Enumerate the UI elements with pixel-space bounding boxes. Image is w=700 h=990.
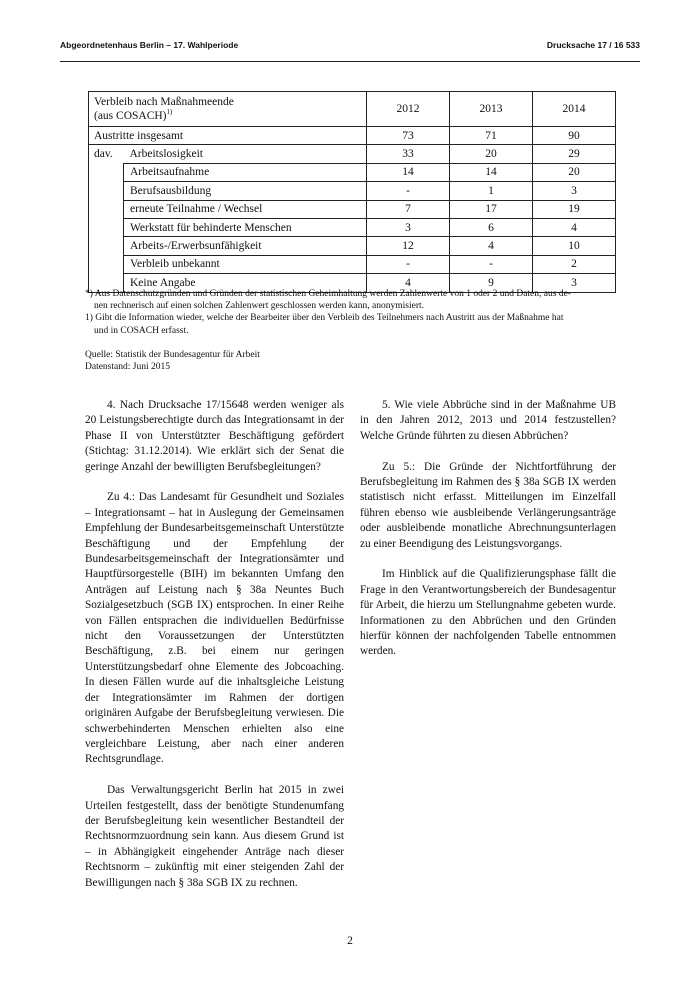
footnote-marker: 1) — [166, 108, 173, 117]
cell-value: 6 — [450, 218, 533, 236]
page-number: 2 — [347, 935, 353, 947]
table-header-row — [89, 92, 616, 127]
dav-label: dav. — [89, 145, 124, 163]
left-column — [85, 398, 344, 906]
header-parliament: Abgeordnetenhaus Berlin – 17. Wahlperiode — [60, 40, 239, 50]
row-label: Werkstatt für behinderte Menschen — [124, 218, 367, 236]
question-4: 4. Nach Drucksache 17/15648 werden weniger als 20 Leistungsberechtigte durch das Integrationsamt in der Phase II von Unterstützter Beschäftigung gefördert (Stichtag: 31.12.2014). Wie erklärt sich der Senat die geringe Anzahl der bewilligten Berufsbegleitungen? — [85, 399, 344, 473]
table-row-total — [89, 127, 616, 145]
table-title-line1: Verbleib nach Maßnahmeende — [94, 96, 234, 109]
table-row — [89, 218, 616, 236]
cell-value: 14 — [367, 163, 450, 181]
table-row — [89, 163, 616, 181]
answer-4: Zu 4.: Das Landesamt für Gesundheit und Soziales – Integrationsamt – hat in Auslegung der Gemeinsamen Empfehlung der Bundesarbeitsgemeinschaft Unterstützte Beschäftigung und der Empfehlung der Bundesarbeitsgemeinschaft der Integrationsämter und Hauptfürsorgestelle (BIH) im bekannten Umfang den Anträgen auf Leistung nach § 38a Neuntes Buch Sozialgesetzbuch (SGB IX) entsprochen. In einer Reihe von Fällen entsprachen die individuellen Bedürfnisse nicht den Voraussetzungen der Unterstützten Beschäftigung, z.B. bei einem nur geringen Unterstützungsbedarf ohne Elemente des Jobcoaching. In diesen Fällen wurde auf die inhaltsgleiche Leistung der Integrationsämter im Rahmen der dortigen originären Aufgabe der Berufsbegleitung verwiesen. Die schwerbehinderten Menschen erhielten also eine vergleichbare Leistung, aber nach einer anderen Rechtsgrundlage. — [85, 491, 344, 766]
cell-value: 2 — [533, 255, 616, 273]
cell-value: 29 — [533, 145, 616, 163]
cell-value: 3 — [533, 182, 616, 200]
cell-value: 9 — [450, 274, 533, 292]
cell-value: 33 — [367, 145, 450, 163]
indent-cell — [89, 218, 124, 236]
table-row — [89, 237, 616, 255]
row-label: Arbeitsaufnahme — [124, 163, 367, 181]
table-row — [89, 182, 616, 200]
table-row — [89, 255, 616, 273]
cell-value: 20 — [533, 163, 616, 181]
footnote-one-line2: und in COSACH erfasst. — [94, 325, 189, 336]
cell-value: 4 — [450, 237, 533, 255]
footnote-one-line1: 1) Gibt die Information wieder, welche der Bearbeiter über den Verbleib des Teilnehmers nach Austritt aus der Maßnahme hat — [85, 313, 564, 324]
row-label: Keine Angabe — [124, 274, 367, 292]
cell-value: 3 — [533, 274, 616, 292]
data-date-line: Datenstand: Juni 2015 — [85, 362, 170, 373]
question-5: 5. Wie viele Abbrüche sind in der Maßnahme UB in den Jahren 2012, 2013 und 2014 festzustellen? Welche Gründe führten zu diesen Abbrüchen? — [360, 399, 616, 442]
header-document-number: Drucksache 17 / 16 533 — [546, 40, 640, 50]
cell-value: 3 — [367, 218, 450, 236]
right-column — [360, 398, 616, 675]
cell-value: 1 — [450, 182, 533, 200]
header-rule — [60, 61, 640, 62]
cell-value: 12 — [367, 237, 450, 255]
table-row — [89, 145, 616, 163]
row-label: erneute Teilnahme / Wechsel — [124, 200, 367, 218]
row-label: Berufsausbildung — [124, 182, 367, 200]
indent-cell — [89, 255, 124, 273]
cell-value: 7 — [367, 200, 450, 218]
year-header-2014: 2014 — [533, 92, 616, 127]
cell-value: 10 — [533, 237, 616, 255]
cell-value: 71 — [450, 127, 533, 145]
answer-5: Zu 5.: Die Gründe der Nichtfortführung der Berufsbegleitung im Rahmen des § 38a SGB IX werden statistisch nicht erfasst. Mitteilungen im Einzelfall führen ebenso wie ausbleibende Verlängerungsanträge oder ausbleibende monatliche Abrechnungsunterlagen zu einer Beendigung des Leistungsvorgangs. — [360, 460, 616, 550]
cell-value: 4 — [533, 218, 616, 236]
cell-value: 90 — [533, 127, 616, 145]
table-title-line2: (aus COSACH) — [94, 109, 167, 122]
table-title-cell — [89, 92, 367, 127]
indent-cell — [89, 237, 124, 255]
row-label: Arbeits-/Erwerbsunfähigkeit — [124, 237, 367, 255]
page-header — [60, 40, 640, 50]
cell-value: - — [367, 182, 450, 200]
indent-cell — [89, 163, 124, 181]
year-header-2012: 2012 — [367, 92, 450, 127]
cell-value: - — [367, 255, 450, 273]
answer-5-continued: Im Hinblick auf die Qualifizierungsphase fällt die Frage in den Verantwortungsbereich der Bundesagentur für Arbeit, die hierzu um Stellungnahme gebeten wurde. Informationen zu den Abbrüchen und den Gründen hierfür können der nachfolgenden Tabelle entnommen werden. — [360, 568, 616, 658]
indent-cell — [89, 200, 124, 218]
cell-value: 73 — [367, 127, 450, 145]
cell-value: 17 — [450, 200, 533, 218]
row-label: Verbleib unbekannt — [124, 255, 367, 273]
statistics-table — [88, 91, 616, 293]
indent-cell — [89, 182, 124, 200]
row-label: Austritte insgesamt — [89, 127, 367, 145]
source-note — [85, 349, 260, 373]
row-label: Arbeitslosigkeit — [124, 145, 367, 163]
table-row — [89, 200, 616, 218]
cell-value: - — [450, 255, 533, 273]
cell-value: 19 — [533, 200, 616, 218]
cell-value: 4 — [367, 274, 450, 292]
cell-value: 20 — [450, 145, 533, 163]
source-line: Quelle: Statistik der Bundesagentur für Arbeit — [85, 350, 260, 360]
cell-value: 14 — [450, 163, 533, 181]
footnote-star-line1: *) Aus Datenschutzgründen und Gründen der statistischen Geheimhaltung werden Zahlenwerte von 1 oder 2 und Daten, aus de- — [85, 289, 571, 299]
answer-4-continued: Das Verwaltungsgericht Berlin hat 2015 in zwei Urteilen festgestellt, dass der benötigte Stundenumfang der Berufsbegleitung kein wesentlicher Bestandteil der Rechtsnormzuordnung sein kann. Aus diesem Grund ist – in Abhängigkeit eingehender Anträge nach dieser Rechtsnorm – zukünftig mit einer steigenden Zahl der Bewilligungen nach § 38a SGB IX zu rechnen. — [85, 784, 344, 889]
footnote-star-line2: nen rechnerisch auf einen solchen Zahlenwert geschlossen werden kann, anonymisiert. — [94, 301, 425, 312]
year-header-2013: 2013 — [450, 92, 533, 127]
table-footnotes — [85, 288, 637, 337]
